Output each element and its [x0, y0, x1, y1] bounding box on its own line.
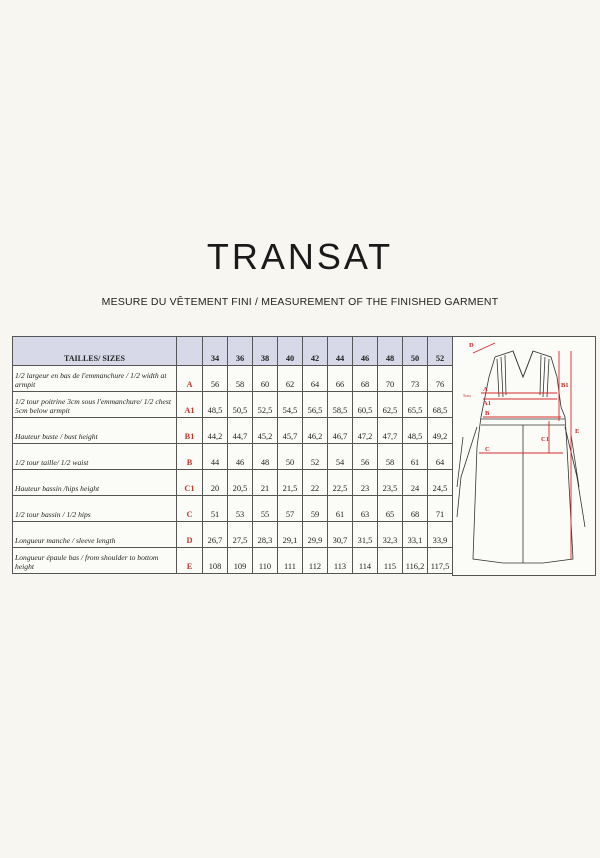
- table-row: [13, 470, 453, 496]
- size-header-38: 38: [253, 337, 278, 366]
- size-header-40: 40: [278, 337, 303, 366]
- measurement-value: 58: [378, 444, 403, 470]
- sketch-label-a1: A1: [483, 400, 491, 407]
- measurement-value: 53: [228, 496, 253, 522]
- measurement-value: 115: [378, 548, 403, 574]
- table-row: [13, 444, 453, 470]
- measurement-value: 58,5: [328, 392, 353, 418]
- sketch-label-b: B: [485, 410, 490, 417]
- measurement-code: A: [177, 366, 203, 392]
- measurement-value: 47,2: [353, 418, 378, 444]
- measurement-value: 46,7: [328, 418, 353, 444]
- measurement-value: 54,5: [278, 392, 303, 418]
- garment-sketch: [452, 336, 596, 576]
- size-header-42: 42: [303, 337, 328, 366]
- measurement-value: 44,7: [228, 418, 253, 444]
- measurement-value: 48,5: [403, 418, 428, 444]
- measurement-value: 76: [428, 366, 453, 392]
- measurement-value: 49,2: [428, 418, 453, 444]
- measurement-value: 110: [253, 548, 278, 574]
- measurement-code: C: [177, 496, 203, 522]
- measurement-value: 45,2: [253, 418, 278, 444]
- measurement-value: 20,5: [228, 470, 253, 496]
- measurement-description: 1/2 largeur en bas de l'emmanchure / 1/2 width at armpit: [13, 366, 177, 392]
- size-header-44: 44: [328, 337, 353, 366]
- measurement-value: 48,5: [203, 392, 228, 418]
- measurement-value: 58: [228, 366, 253, 392]
- measurement-description: 1/2 tour taille/ 1/2 waist: [13, 444, 177, 470]
- measurement-value: 70: [378, 366, 403, 392]
- measurement-value: 61: [328, 496, 353, 522]
- measurement-value: 66: [328, 366, 353, 392]
- measurement-code: B: [177, 444, 203, 470]
- table-row: [13, 548, 453, 574]
- size-header-46: 46: [353, 337, 378, 366]
- measurement-value: 33,1: [403, 522, 428, 548]
- measurement-description: Hauteur bassin /hips height: [13, 470, 177, 496]
- table-row: [13, 522, 453, 548]
- measurement-value: 21,5: [278, 470, 303, 496]
- measurement-code: D: [177, 522, 203, 548]
- sketch-label-d: D: [469, 342, 474, 349]
- measurement-value: 22,5: [328, 470, 353, 496]
- measurement-value: 47,7: [378, 418, 403, 444]
- measurement-value: 64: [428, 444, 453, 470]
- sketch-label-a: A: [483, 386, 488, 393]
- measurement-value: 62: [278, 366, 303, 392]
- table-header-row: [13, 337, 453, 366]
- measurement-value: 108: [203, 548, 228, 574]
- size-chart-table: [12, 336, 453, 574]
- measurement-value: 65: [378, 496, 403, 522]
- measurement-value: 54: [328, 444, 353, 470]
- dress-diagram: [453, 337, 595, 575]
- measurement-description: 1/2 tour poitrine 3cm sous l'emmanchure/ 1/2 chest 5cm below armpit: [13, 392, 177, 418]
- measurement-value: 51: [203, 496, 228, 522]
- measurement-code: A1: [177, 392, 203, 418]
- measurement-code: C1: [177, 470, 203, 496]
- measurement-value: 50: [278, 444, 303, 470]
- measurement-value: 22: [303, 470, 328, 496]
- measurement-value: 68: [403, 496, 428, 522]
- measurement-value: 111: [278, 548, 303, 574]
- measurement-value: 117,5: [428, 548, 453, 574]
- measurement-value: 63: [353, 496, 378, 522]
- measurement-value: 65,5: [403, 392, 428, 418]
- sketch-label-e: E: [575, 428, 580, 435]
- measurement-value: 24,5: [428, 470, 453, 496]
- measurement-value: 44,2: [203, 418, 228, 444]
- measurement-value: 61: [403, 444, 428, 470]
- sketch-label-b1: B1: [561, 382, 569, 389]
- measurement-value: 45,7: [278, 418, 303, 444]
- sketch-label-c1: C1: [541, 436, 549, 443]
- measurement-value: 73: [403, 366, 428, 392]
- sizes-header-label: TAILLES/ SIZES: [13, 337, 177, 366]
- measurement-value: 52: [303, 444, 328, 470]
- measurement-value: 55: [253, 496, 278, 522]
- measurement-value: 28,3: [253, 522, 278, 548]
- measurement-value: 46: [228, 444, 253, 470]
- measurement-value: 24: [403, 470, 428, 496]
- measurement-code: E: [177, 548, 203, 574]
- measurement-description: Hauteur buste / bust height: [13, 418, 177, 444]
- measurement-description: 1/2 tour bassin / 1/2 hips: [13, 496, 177, 522]
- size-header-36: 36: [228, 337, 253, 366]
- size-header-34: 34: [203, 337, 228, 366]
- measurement-value: 60,5: [353, 392, 378, 418]
- page-title: TRANSAT: [206, 236, 394, 277]
- measurement-value: 60: [253, 366, 278, 392]
- measurement-value: 23,5: [378, 470, 403, 496]
- measurement-value: 56,5: [303, 392, 328, 418]
- sketch-label-c: C: [485, 446, 490, 453]
- measurement-value: 20: [203, 470, 228, 496]
- size-header-48: 48: [378, 337, 403, 366]
- measurement-value: 112: [303, 548, 328, 574]
- sketch-label-5cm: 5cm: [463, 393, 471, 398]
- measurement-value: 68,5: [428, 392, 453, 418]
- page-subtitle: MESURE DU VÊTEMENT FINI / MEASUREMENT OF THE FINISHED GARMENT: [101, 296, 499, 308]
- measurement-value: 114: [353, 548, 378, 574]
- measurement-value: 30,7: [328, 522, 353, 548]
- measurement-code: B1: [177, 418, 203, 444]
- measurement-value: 21: [253, 470, 278, 496]
- table-body: [13, 366, 453, 574]
- measurement-description: Longueur épaule bas / from shoulder to bottom height: [13, 548, 177, 574]
- measurement-value: 44: [203, 444, 228, 470]
- measurement-value: 116,2: [403, 548, 428, 574]
- table-row: [13, 418, 453, 444]
- size-header-50: 50: [403, 337, 428, 366]
- code-header: [177, 337, 203, 366]
- measurement-value: 56: [203, 366, 228, 392]
- measurement-value: 23: [353, 470, 378, 496]
- measurement-value: 56: [353, 444, 378, 470]
- table-row: [13, 366, 453, 392]
- measurement-value: 31,5: [353, 522, 378, 548]
- measurement-value: 33,9: [428, 522, 453, 548]
- measurement-value: 113: [328, 548, 353, 574]
- measurement-value: 52,5: [253, 392, 278, 418]
- measurement-value: 57: [278, 496, 303, 522]
- measurement-value: 26,7: [203, 522, 228, 548]
- measurement-value: 59: [303, 496, 328, 522]
- measurement-value: 29,9: [303, 522, 328, 548]
- measurement-value: 64: [303, 366, 328, 392]
- measurement-description: Longueur manche / sleeve length: [13, 522, 177, 548]
- table-row: [13, 392, 453, 418]
- measurement-value: 27,5: [228, 522, 253, 548]
- measurement-value: 48: [253, 444, 278, 470]
- measurement-value: 71: [428, 496, 453, 522]
- measurement-value: 62,5: [378, 392, 403, 418]
- table-row: [13, 496, 453, 522]
- measurement-value: 32,3: [378, 522, 403, 548]
- measurement-value: 46,2: [303, 418, 328, 444]
- size-header-52: 52: [428, 337, 453, 366]
- measurement-value: 109: [228, 548, 253, 574]
- measurement-value: 29,1: [278, 522, 303, 548]
- measurement-value: 50,5: [228, 392, 253, 418]
- measurement-value: 68: [353, 366, 378, 392]
